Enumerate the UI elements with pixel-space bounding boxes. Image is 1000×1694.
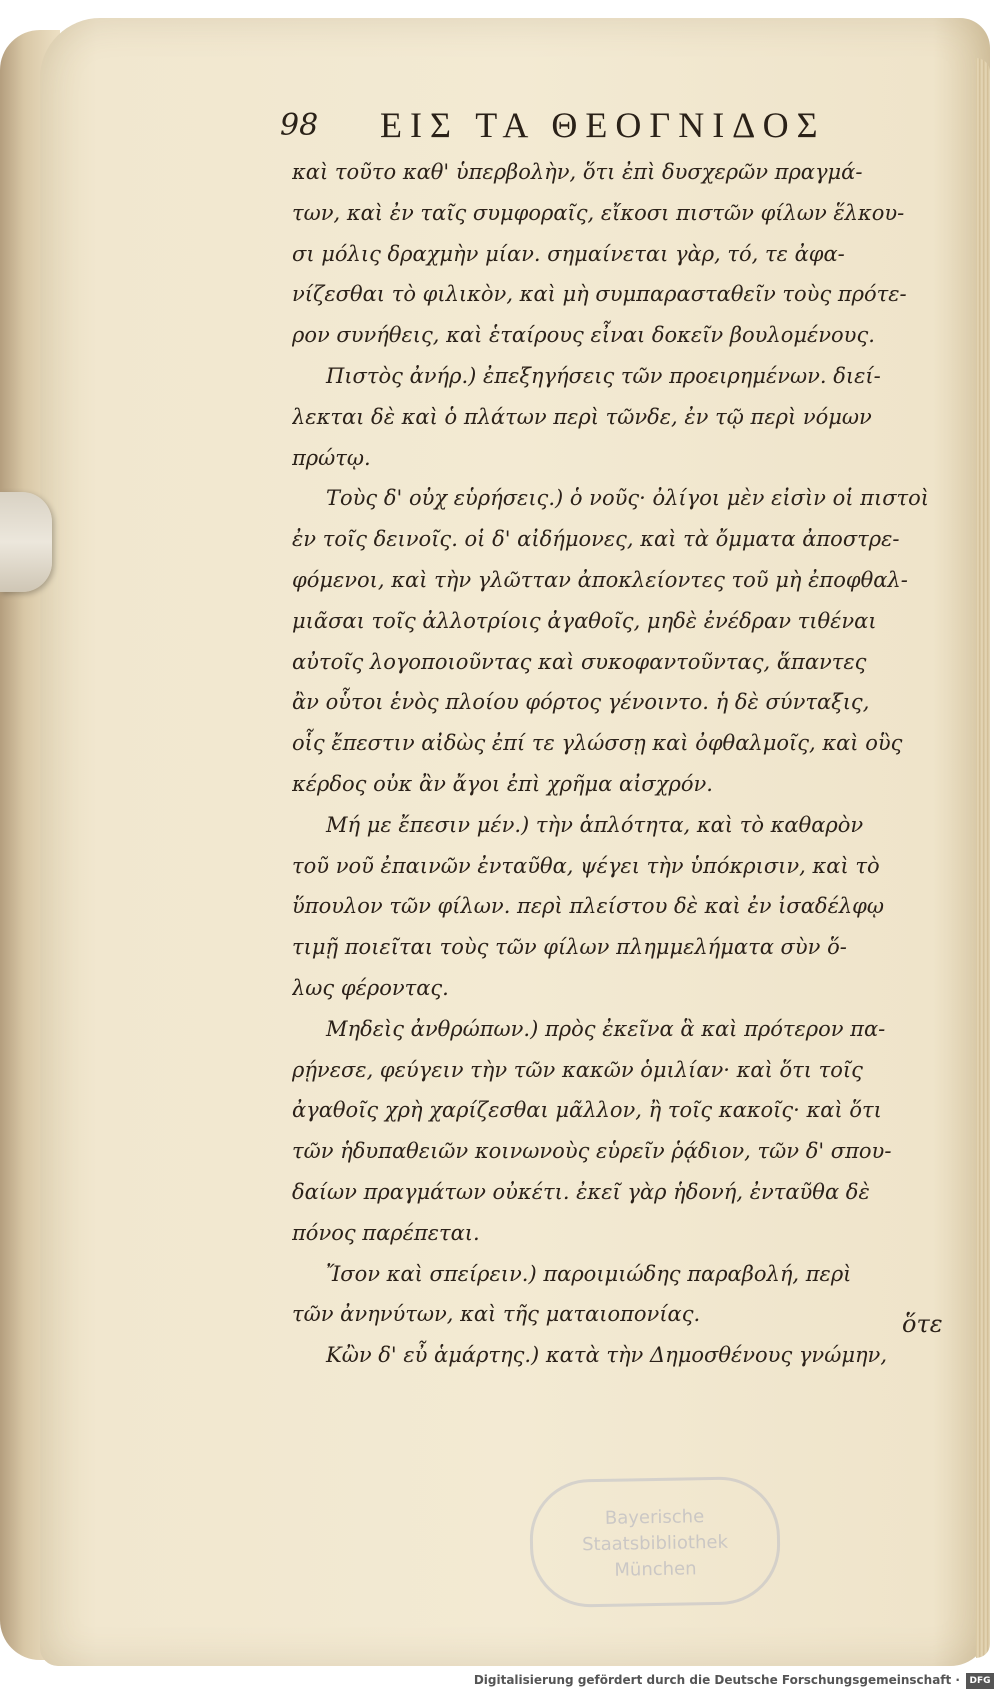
- body-text: [292, 152, 932, 1376]
- text-line: ἐν τοῖς δεινοῖς. οἱ δ' αἰδήμονες, καὶ τὰ ὄμματα ἀποστρε-: [292, 527, 900, 552]
- text-line: λως φέροντας.: [292, 975, 449, 1000]
- catchword: ὅτε: [902, 1310, 943, 1338]
- stamp-line: Staatsbibliothek: [581, 1531, 729, 1556]
- text-line: ρον συνήθεις, καὶ ἑταίρους εἶναι δοκεῖν βουλομένους.: [292, 323, 875, 348]
- text-line: πρώτῳ.: [292, 445, 371, 470]
- running-head: ΕΙΣ ΤΑ ΘΕΟΓΝΙΔΟΣ: [380, 105, 826, 145]
- stamp-line: München: [614, 1558, 697, 1581]
- text-line: τοῦ νοῦ ἐπαινῶν ἐνταῦθα, ψέγει τὴν ὑπόκρισιν, καὶ τὸ: [292, 853, 880, 878]
- text-line: τῶν ἀνηνύτων, καὶ τῆς ματαιοπονίας.: [292, 1302, 701, 1327]
- text-line: Πιστὸς ἀνήρ.) ἐπεξηγήσεις τῶν προειρημένων. διεί-: [326, 363, 881, 388]
- library-stamp: [529, 1476, 781, 1608]
- text-line: οἷς ἔπεστιν αἰδὼς ἐπί τε γλώσσῃ καὶ ὀφθαλμοῖς, καὶ οὓς: [292, 731, 903, 756]
- text-line: δαίων πραγμάτων οὐκέτι. ἐκεῖ γὰρ ἡδονή, ἐνταῦθα δὲ: [292, 1179, 870, 1204]
- text-line: ὕπουλον τῶν φίλων. περὶ πλείστου δὲ καὶ ἐν ἰσαδέλφῳ: [292, 894, 884, 919]
- footer-bar: [0, 1670, 1000, 1694]
- dfg-logo: DFG: [966, 1673, 994, 1689]
- text-line: των, καὶ ἐν ταῖς συμφοραῖς, εἴκοσι πιστῶν φίλων ἕλκου-: [292, 200, 905, 225]
- text-line: Ἴσον καὶ σπείρειν.) παροιμιώδης παραβολή, περὶ: [326, 1261, 852, 1286]
- text-line: καὶ τοῦτο καθ' ὑπερβολὴν, ὅτι ἐπὶ δυσχερῶν πραγμά-: [292, 160, 863, 184]
- text-line: Τοὺς δ' οὐχ εὑρήσεις.) ὁ νοῦς· ὀλίγοι μὲν εἰσὶν οἱ πιστοὶ: [326, 486, 930, 511]
- text-line: πόνος παρέπεται.: [292, 1220, 480, 1245]
- page-fore-edge: [976, 58, 990, 1658]
- footer-credit: Digitalisierung gefördert durch die Deutsche Forschungsgemeinschaft ·: [473, 1673, 960, 1687]
- page-header: [280, 104, 880, 154]
- stamp-line: Bayerische: [604, 1506, 705, 1529]
- text-line: κέρδος οὐκ ἂν ἄγοι ἐπὶ χρῆμα αἰσχρόν.: [292, 771, 713, 796]
- text-line: ἂν οὗτοι ἑνὸς πλοίου φόρτος γένοιντο. ἡ δὲ σύνταξις,: [292, 690, 870, 715]
- text-line: ρῄνεσε, φεύγειν τὴν τῶν κακῶν ὁμιλίαν· καὶ ὅτι τοῖς: [292, 1057, 863, 1082]
- text-line: Μηδεὶς ἀνθρώπων.) πρὸς ἐκεῖνα ἃ καὶ πρότερον πα-: [326, 1016, 886, 1041]
- text-line: τιμῇ ποιεῖται τοὺς τῶν φίλων πλημμελήματα σὺν ὅ-: [292, 935, 847, 960]
- text-line: σι μόλις δραχμὴν μίαν. σημαίνεται γὰρ, τό, τε ἀφα-: [292, 241, 845, 266]
- text-line: Κὢν δ' εὖ ἁμάρτης.) κατὰ τὴν Δημοσθένους γνώμην,: [326, 1343, 887, 1368]
- text-line: Μή με ἔπεσιν μέν.) τὴν ἁπλότητα, καὶ τὸ καθαρὸν: [326, 812, 864, 837]
- book-clasp: [0, 492, 52, 592]
- text-line: τῶν ἡδυπαθειῶν κοινωνοὺς εὑρεῖν ῥᾴδιον, τῶν δ' σπου-: [292, 1139, 892, 1164]
- text-line: ἀγαθοῖς χρὴ χαρίζεσθαι μᾶλλον, ἢ τοῖς κακοῖς· καὶ ὅτι: [292, 1098, 882, 1123]
- page-number: 98: [280, 108, 319, 143]
- text-line: φόμενοι, καὶ τὴν γλῶτταν ἀποκλείοντες τοῦ μὴ ἐποφθαλ-: [292, 567, 908, 592]
- text-line: λεκται δὲ καὶ ὁ πλάτων περὶ τῶνδε, ἐν τῷ περὶ νόμων: [292, 404, 872, 429]
- text-line: μιᾶσαι τοῖς ἀλλοτρίοις ἀγαθοῖς, μηδὲ ἐνέδραν τιθέναι: [292, 608, 877, 633]
- text-line: αὐτοῖς λογοποιοῦντας καὶ συκοφαντοῦντας, ἅπαντες: [292, 649, 867, 674]
- text-line: νίζεσθαι τὸ φιλικὸν, καὶ μὴ συμπαρασταθεῖν τοὺς πρότε-: [292, 282, 907, 307]
